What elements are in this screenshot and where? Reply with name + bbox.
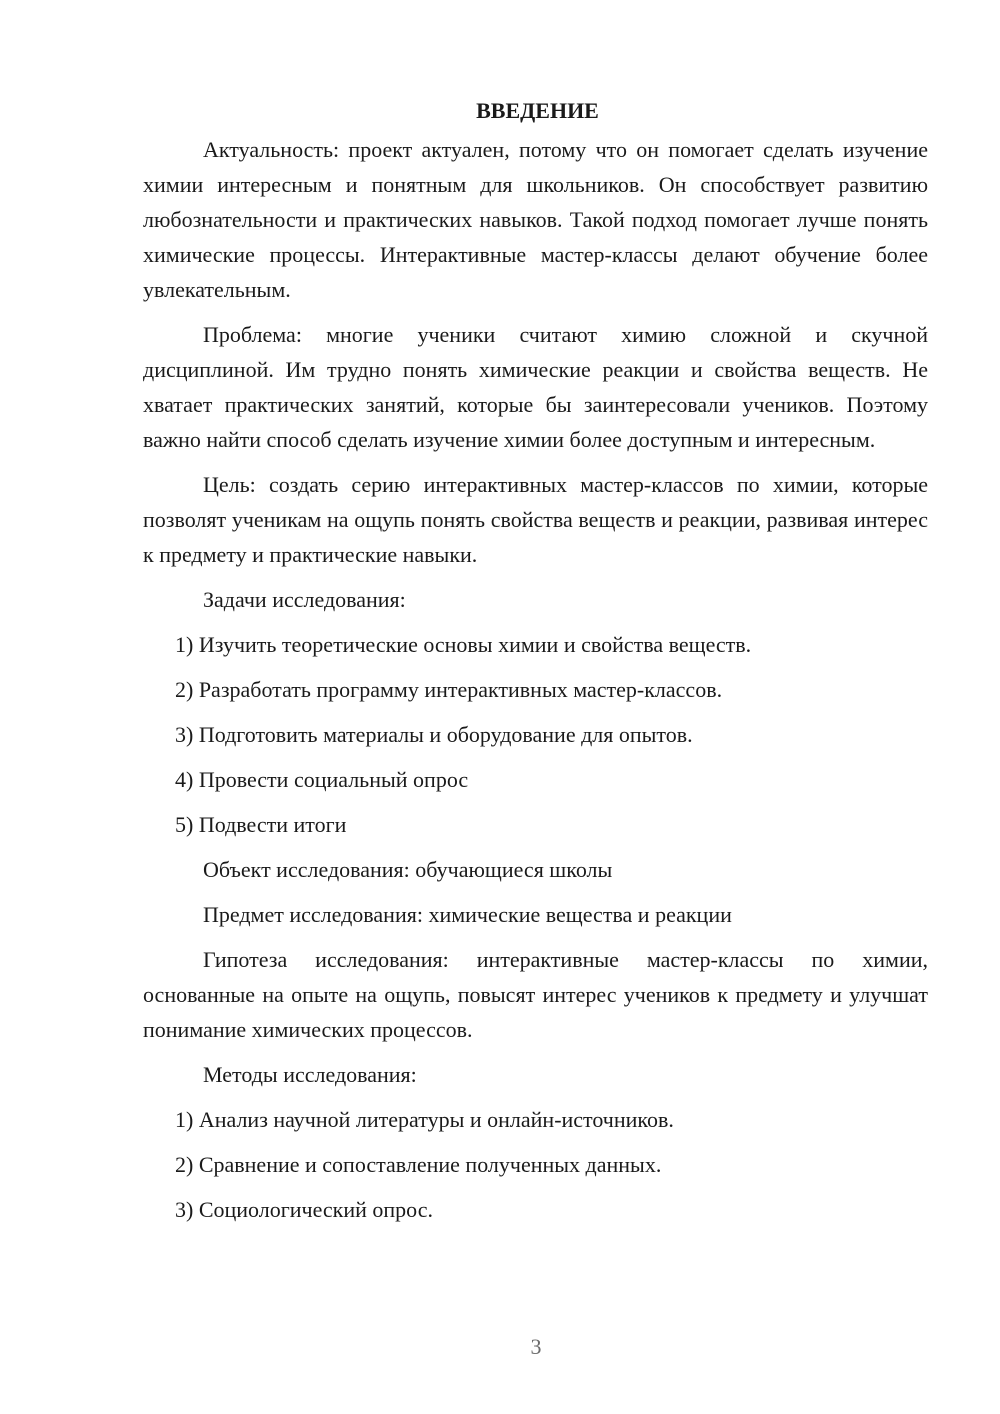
method-item: 2) Сравнение и сопоставление полученных данных. — [175, 1152, 662, 1177]
task-item: 1) Изучить теоретические основы химии и свойства веществ. — [175, 632, 752, 657]
paragraph-hypothesis: Гипотеза исследования: интерактивные мастер-классы по химии, основанные на опыте на ощупь, повысят интерес учеников к предмету и улучшат понимание химических процессов. — [143, 947, 928, 1042]
method-item: 1) Анализ научной литературы и онлайн-источников. — [175, 1107, 674, 1132]
research-object: Объект исследования: обучающиеся школы — [203, 857, 613, 882]
paragraph-goal: Цель: создать серию интерактивных мастер-классов по химии, которые позволят ученикам на ощупь понять свойства веществ и реакции, развивая интерес к предмету и практические навыки. — [143, 472, 928, 567]
task-item: 4) Провести социальный опрос — [175, 767, 469, 792]
page-number: 3 — [530, 1334, 542, 1359]
task-item: 3) Подготовить материалы и оборудование для опытов. — [175, 722, 693, 747]
section-title: ВВЕДЕНИЕ — [476, 98, 599, 123]
research-subject: Предмет исследования: химические вещества и реакции — [203, 902, 732, 927]
page-content — [143, 96, 928, 1237]
tasks-heading: Задачи исследования: — [203, 587, 406, 612]
method-item: 3) Социологический опрос. — [175, 1197, 433, 1222]
methods-heading: Методы исследования: — [203, 1062, 417, 1087]
task-item: 2) Разработать программу интерактивных мастер-классов. — [175, 677, 723, 702]
task-item: 5) Подвести итоги — [175, 812, 347, 837]
paragraph-problem: Проблема: многие ученики считают химию сложной и скучной дисциплиной. Им трудно понять химические реакции и свойства веществ. Не хватает практических занятий, которые бы заинтересовали учеников. Поэтому важно найти способ сделать изучение химии более доступным и интересным. — [143, 322, 928, 452]
paragraph-relevance: Актуальность: проект актуален, потому что он помогает сделать изучение химии интересным и понятным для школьников. Он способствует развитию любознательности и практических навыков. Такой подход помогает лучше понять химические процессы. Интерактивные мастер-классы делают обучение более увлекательным. — [143, 137, 928, 302]
